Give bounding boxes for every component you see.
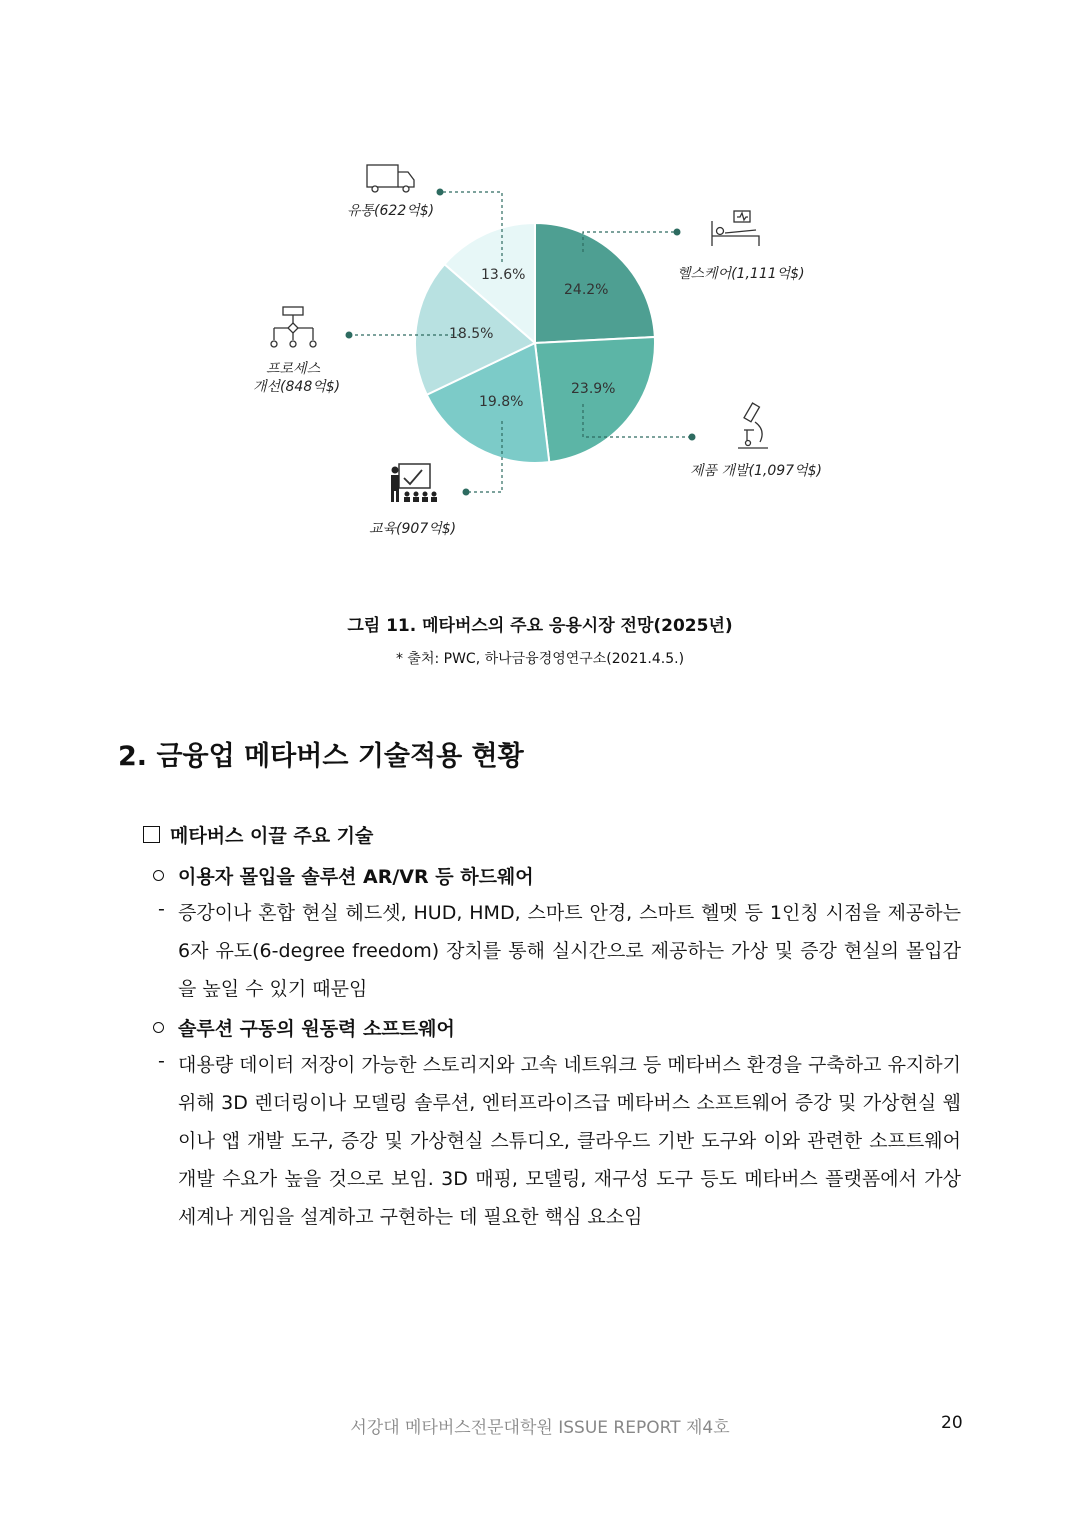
pct-label-product: 23.9% [571, 381, 616, 397]
label-healthcare: 헬스케어(1,111억$) [677, 266, 805, 282]
pie-slices [415, 223, 655, 463]
label-process-line1: 프로세스 [266, 361, 321, 377]
pct-label-process: 18.5% [449, 326, 494, 342]
bullet-heading-hardware [153, 862, 534, 889]
paragraph-software: 대용량 데이터 저장이 가능한 스토리지와 고속 네트워크 등 메타버스 환경을 구축하고 유지하기 위해 3D 렌더링이나 모델링 솔루션, 엔터프라이즈급 메타버스 소프트웨어 증강 및 가상현실 웹이나 앱 개발 도구, 증강 및 가상현실 스튜디오, 클라우드 기반 도구와 이와 관련한 소프트웨어 개발 수요가 높을 것으로 보임. 3D 매핑, 모델링, 재구성 도구 등도 메타버스 플랫폼에서 가상 세계나 게임을 설계하고 구현하는 데 필요한 핵심 요소임 [178, 1054, 961, 1228]
hospital-bed-icon [712, 211, 759, 246]
subheading [143, 821, 373, 848]
section-title: 2. 금융업 메타버스 기술적용 현황 [118, 741, 524, 772]
page-number: 20 [941, 1413, 963, 1433]
label-education: 교육(907억$) [369, 521, 457, 537]
pct-label-education: 19.8% [479, 394, 524, 410]
process-flow-icon [271, 307, 316, 347]
pie-slice-product [535, 337, 655, 462]
bullet-heading-text: 솔루션 구동의 원동력 소프트웨어 [178, 1018, 455, 1040]
dash-marker: - [158, 1050, 165, 1072]
classroom-icon [391, 464, 437, 502]
dash-marker: - [158, 898, 165, 920]
truck-icon [367, 165, 414, 192]
microscope-icon [738, 403, 768, 448]
label-distribution: 유통(622억$) [347, 203, 435, 219]
paragraph-hardware: 증강이나 혼합 현실 헤드셋, HUD, HMD, 스마트 안경, 스마트 헬멧 등 1인칭 시점을 제공하는 6자 유도(6-degree freedom) 장치를 통해 실시간으로 제공하는 가상 및 증강 현실의 몰입감을 높일 수 있기 때문임 [178, 902, 961, 1000]
label-process-line2: 개선(848억$) [253, 379, 341, 395]
footer-text: 서강대 메타버스전문대학원 ISSUE REPORT 제4호 [350, 1418, 730, 1438]
checkbox-square-icon [143, 826, 160, 843]
pie-chart [0, 0, 1080, 560]
figure-source: * 출처: PWC, 하나금융경영연구소(2021.4.5.) [395, 651, 685, 667]
figure-caption: 그림 11. 메타버스의 주요 응용시장 전망(2025년) [347, 616, 733, 636]
bullet-heading-text: 이용자 몰입을 솔루션 AR/VR 등 하드웨어 [178, 866, 534, 888]
circle-bullet-icon [153, 870, 164, 881]
pct-label-distribution: 13.6% [481, 267, 526, 283]
label-product: 제품 개발(1,097억$) [690, 463, 822, 479]
pct-label-healthcare: 24.2% [564, 282, 609, 298]
subheading-text: 메타버스 이끌 주요 기술 [170, 825, 374, 847]
circle-bullet-icon [153, 1022, 164, 1033]
bullet-heading-software [153, 1014, 455, 1041]
